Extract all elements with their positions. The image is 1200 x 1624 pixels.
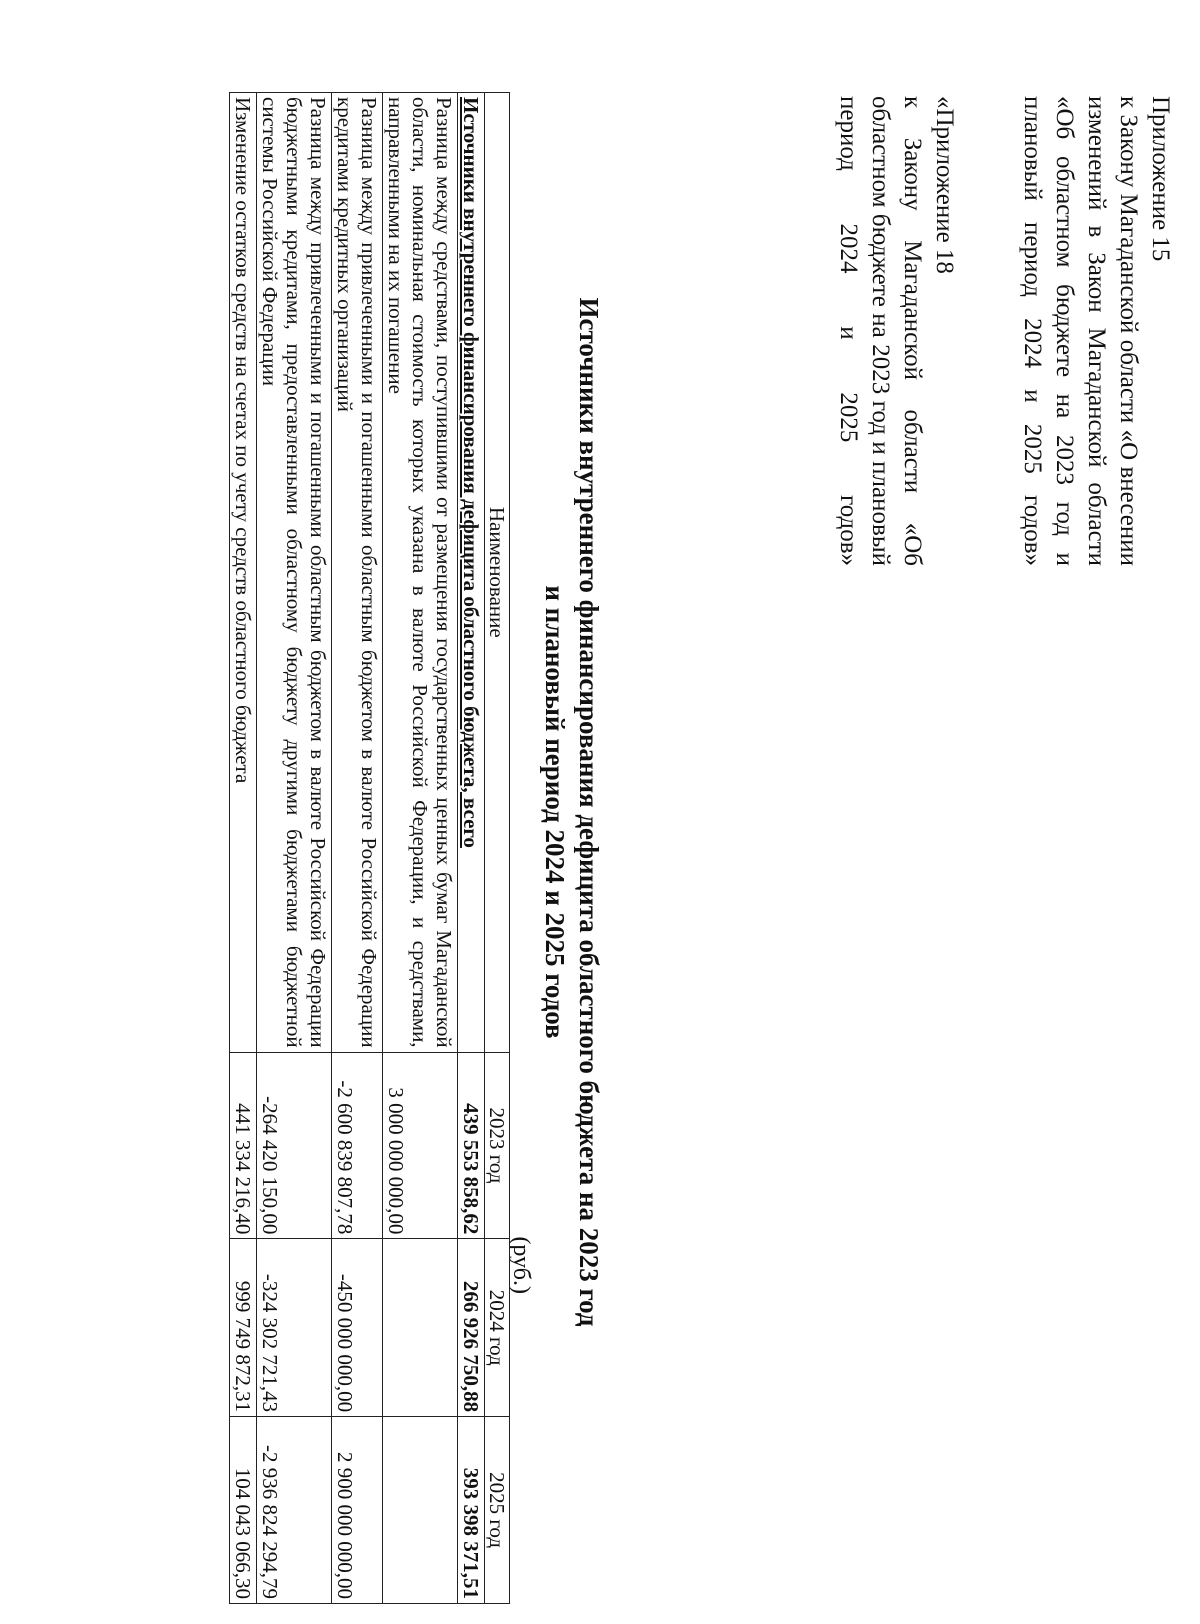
header-2025: 2025 год bbox=[485, 1417, 510, 1604]
row-value-2025: 104 043 066,30 bbox=[230, 1417, 257, 1604]
row-value-2025: 2 900 000 000,00 bbox=[332, 1417, 383, 1604]
table-row-total bbox=[458, 93, 485, 1604]
appendix-18-header bbox=[832, 96, 960, 566]
row-value-2023: 3 000 000 000,00 bbox=[383, 1052, 458, 1239]
appendix-15-body: к Закону Магаданской области «О внесении изменений в Закон Магаданской области «Об областном бюджете на 2023 год и плановый период 2024 и 2025 годов» bbox=[1019, 96, 1142, 566]
header-2024: 2024 год bbox=[485, 1239, 510, 1417]
header-name: Наименование bbox=[485, 93, 510, 1053]
document-title-line-1: Источники внутреннего финансирования дефицита областного бюджета на 2023 год bbox=[574, 297, 604, 1327]
appendix-15-number: Приложение 15 bbox=[1147, 96, 1174, 262]
appendix-15-header bbox=[1016, 96, 1176, 566]
row-value-2024: -324 302 721,43 bbox=[257, 1239, 332, 1417]
row-name: Изменение остатков средств на счетах по учету средств областного бюджета bbox=[230, 93, 257, 1053]
row-name: Разница между средствами, поступившими от размещения государственных ценных бумаг Магаданской области, номинальная стоимость которых указана в валюте Российской Федерации, и средствами, направленными на их погашение bbox=[383, 93, 458, 1053]
row-value-2025: 393 398 371,51 bbox=[458, 1417, 485, 1604]
row-value-2023: 441 334 216,40 bbox=[230, 1052, 257, 1239]
table-row bbox=[383, 93, 458, 1604]
row-value-2024 bbox=[383, 1239, 458, 1417]
currency-unit-label: (руб.) bbox=[508, 1236, 534, 1294]
row-value-2025: -2 936 824 294,79 bbox=[257, 1417, 332, 1604]
row-value-2023: -264 420 150,00 bbox=[257, 1052, 332, 1239]
row-name: Разница между привлеченными и погашенными областным бюджетом в валюте Российской Федерации кредитами кредитных организаций bbox=[332, 93, 383, 1053]
row-value-2024: -450 000 000,00 bbox=[332, 1239, 383, 1417]
row-name: Источники внутреннего финансирования дефицита областного бюджета, всего bbox=[458, 93, 485, 1053]
table-row bbox=[332, 93, 383, 1604]
row-value-2024: 999 749 872,31 bbox=[230, 1239, 257, 1417]
table-row bbox=[230, 93, 257, 1604]
row-value-2025 bbox=[383, 1417, 458, 1604]
row-value-2024: 266 926 750,88 bbox=[458, 1239, 485, 1417]
appendix-18-number: «Приложение 18 bbox=[931, 96, 958, 274]
document-title bbox=[538, 40, 606, 1584]
table-header-row bbox=[485, 93, 510, 1604]
row-name: Разница между привлеченными и погашенными областным бюджетом в валюте Российской Федерации бюджетными кредитами, предоставленными областному бюджету другими бюджетами бюджетной системы Российской Федерации bbox=[257, 93, 332, 1053]
document-title-line-2: и плановый период 2024 и 2025 годов bbox=[540, 585, 570, 1039]
header-2023: 2023 год bbox=[485, 1052, 510, 1239]
row-value-2023: 439 553 858,62 bbox=[458, 1052, 485, 1239]
row-value-2023: -2 600 839 807,78 bbox=[332, 1052, 383, 1239]
appendix-18-body: к Закону Магаданской области «Об областном бюджете на 2023 год и плановый период 2024 и 2025 годов» bbox=[835, 96, 926, 566]
financing-sources-table bbox=[229, 92, 510, 1604]
table-row bbox=[257, 93, 332, 1604]
